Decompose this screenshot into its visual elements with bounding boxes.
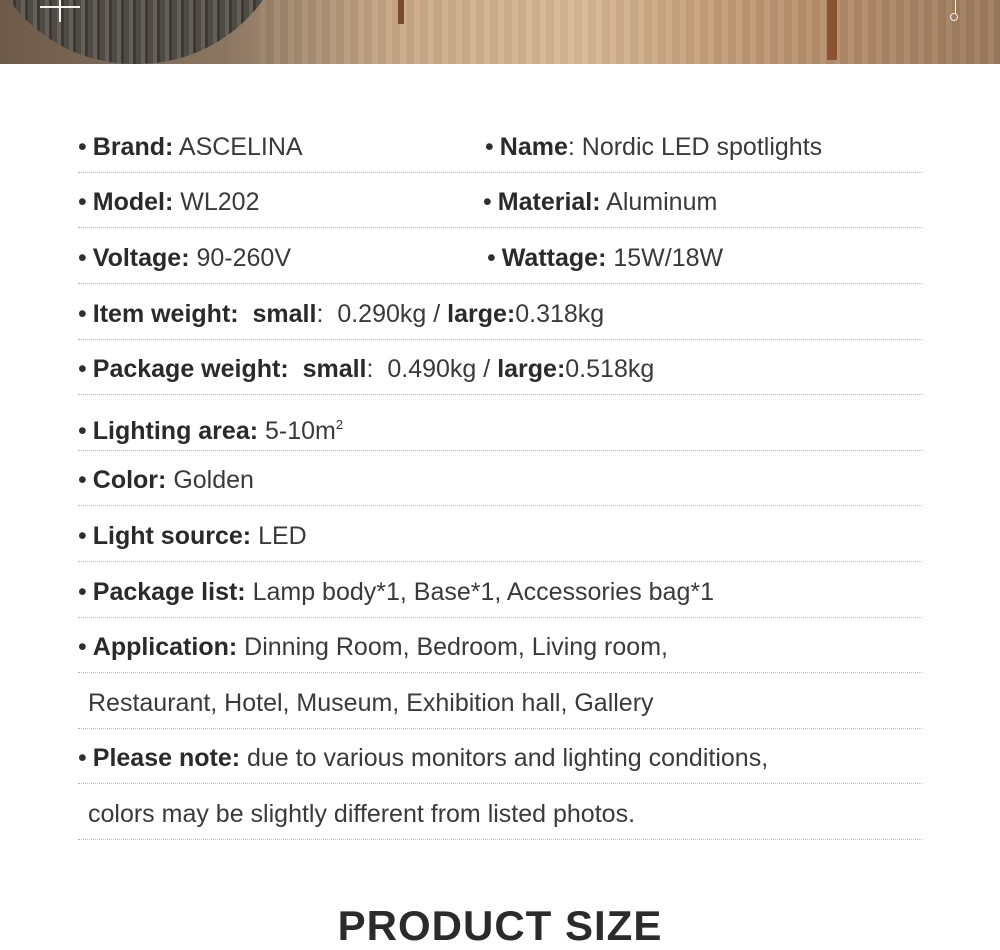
spec-value: WL202 — [180, 188, 260, 216]
spec-voltage — [78, 242, 291, 274]
spec-row — [78, 563, 922, 618]
bullet: • — [78, 188, 87, 216]
spec-label: Brand: — [92, 133, 174, 161]
spec-row — [78, 451, 922, 506]
spec-separator: : — [567, 133, 575, 161]
small-value: 0.490kg / — [387, 355, 491, 383]
spec-model — [78, 186, 259, 218]
spec-color — [78, 464, 254, 496]
spec-package-weight — [78, 353, 654, 385]
small-label: small — [302, 355, 367, 383]
spec-row — [78, 729, 922, 784]
spec-label: Model: — [92, 188, 174, 216]
spec-value: Nordic LED spotlights — [581, 133, 823, 161]
spec-label: Light source: — [92, 522, 252, 550]
spec-row — [78, 118, 922, 173]
spec-label: Package list: — [92, 578, 246, 606]
spec-value: Golden — [173, 466, 254, 494]
bullet: • — [485, 133, 494, 161]
bullet: • — [78, 633, 87, 661]
spec-label: Material: — [497, 188, 601, 216]
spec-value: colors may be slightly different from listed photos. — [88, 800, 636, 828]
spec-row — [78, 396, 922, 451]
spec-lighting-area — [78, 409, 343, 447]
spec-name — [485, 131, 822, 163]
spec-row — [78, 785, 922, 840]
small-separator: : — [366, 355, 374, 383]
spec-label: Application: — [92, 633, 238, 661]
spec-value: 5-10m — [265, 417, 336, 445]
wood-floor-texture — [260, 0, 1000, 64]
spec-value: 15W/18W — [613, 244, 724, 272]
large-label: large: — [497, 355, 566, 383]
bullet: • — [487, 244, 496, 272]
ribbed-vase — [0, 0, 292, 64]
spec-label: Wattage: — [501, 244, 607, 272]
spec-application-continued — [88, 687, 654, 719]
spec-label: Voltage: — [92, 244, 190, 272]
spec-wattage — [487, 242, 723, 274]
spec-value: LED — [258, 522, 307, 550]
section-heading: PRODUCT SIZE — [337, 902, 663, 949]
small-label: small — [252, 300, 317, 328]
pendant-cord — [955, 0, 956, 14]
lamp-cross-mark-vertical — [59, 0, 61, 22]
spec-note-continued — [88, 798, 635, 830]
bullet: • — [78, 744, 87, 772]
spec-material — [483, 186, 717, 218]
spec-value: Aluminum — [606, 188, 718, 216]
spec-label: Name — [499, 133, 568, 161]
spec-row — [78, 618, 922, 673]
large-value: 0.518kg — [565, 355, 655, 383]
spec-item-weight — [78, 298, 604, 330]
bullet: • — [78, 300, 87, 328]
bullet: • — [78, 466, 87, 494]
large-value: 0.318kg — [515, 300, 605, 328]
small-value: 0.290kg / — [337, 300, 441, 328]
bullet: • — [78, 578, 87, 606]
table-leg — [827, 0, 837, 60]
spec-package-list — [78, 576, 714, 608]
bullet: • — [78, 244, 87, 272]
spec-value: due to various monitors and lighting conditions, — [247, 744, 769, 772]
bullet: • — [483, 188, 492, 216]
spec-row — [78, 173, 922, 228]
superscript: 2 — [335, 417, 344, 432]
spec-value: ASCELINA — [178, 133, 303, 161]
pendant-ring-icon — [950, 13, 958, 21]
small-separator: : — [316, 300, 324, 328]
spec-label: Please note: — [92, 744, 241, 772]
spec-value: 90-260V — [196, 244, 292, 272]
spec-row — [78, 340, 922, 395]
spec-label: Color: — [92, 466, 167, 494]
bullet: • — [78, 417, 87, 445]
bullet: • — [78, 355, 87, 383]
spec-value: Dinning Room, Bedroom, Living room, — [244, 633, 668, 661]
spec-label: Lighting area: — [92, 417, 259, 445]
spec-label: Item weight: — [92, 300, 239, 328]
table-leg — [398, 0, 404, 24]
spec-note — [78, 742, 768, 774]
spec-application — [78, 631, 668, 663]
bullet: • — [78, 133, 87, 161]
spec-row — [78, 507, 922, 562]
spec-brand — [78, 131, 303, 163]
spec-row — [78, 674, 922, 729]
spec-row — [78, 229, 922, 284]
spec-row — [78, 285, 922, 340]
bullet: • — [78, 522, 87, 550]
large-label: large: — [447, 300, 516, 328]
spec-value: Restaurant, Hotel, Museum, Exhibition hall, Gallery — [88, 689, 654, 717]
spec-value: Lamp body*1, Base*1, Accessories bag*1 — [252, 578, 714, 606]
spec-light-source — [78, 520, 307, 552]
product-photo-banner — [0, 0, 1000, 64]
spec-label: Package weight: — [92, 355, 289, 383]
